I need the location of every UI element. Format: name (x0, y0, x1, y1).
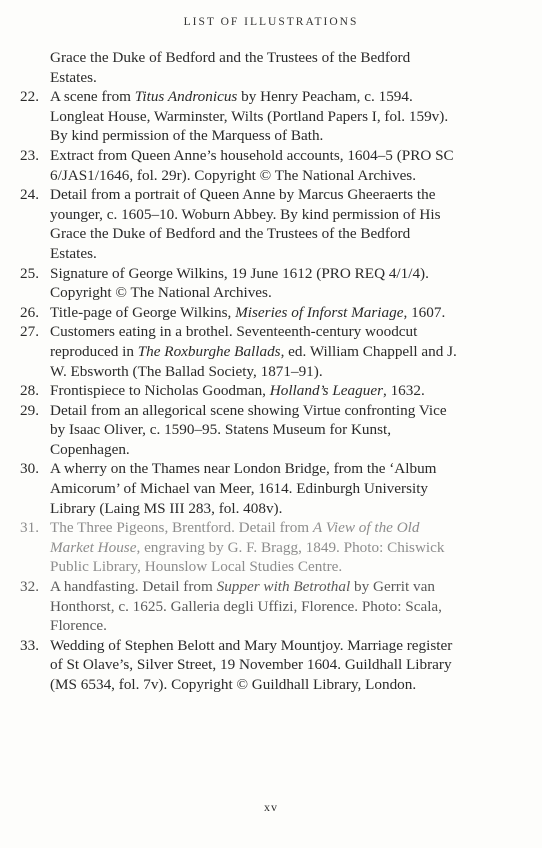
illustration-list (20, 48, 460, 695)
item-text-tail: , 1632. (382, 382, 425, 400)
list-item (20, 87, 460, 146)
item-text: A handfasting. Detail from (50, 578, 217, 596)
list-item (20, 636, 460, 695)
item-number: 23. (20, 146, 39, 164)
item-text-tail: by Henry Peacham, c. 1594. Longleat House, Warminster, Wilts (Portland Papers I, fol. 159v). By kind permission of the Marquess of Bath. (50, 88, 449, 145)
item-text: A wherry on the Thames near London Bridge, from the ‘Album Amicorum’ of Michael van Meer, 1614. Edinburgh University Library (Laing MS III 283, fol. 408v). (50, 460, 437, 517)
item-text: Detail from an allegorical scene showing Virtue confronting Vice by Isaac Oliver, c. 1590–95. Statens Museum for Kunst, Copenhagen. (50, 401, 447, 458)
item-text: Signature of George Wilkins, 19 June 1612 (PRO REQ 4/1/4). Copyright © The National Archives. (50, 264, 429, 302)
list-item (20, 303, 460, 323)
list-item (20, 401, 460, 460)
item-title: Titus Andronicus (134, 88, 238, 106)
item-number: 32. (20, 578, 39, 596)
item-number: 25. (20, 264, 39, 282)
item-number: 22. (20, 88, 39, 106)
list-item (20, 459, 460, 518)
item-text: Wedding of Stephen Belott and Mary Mountjoy. Marriage register of St Olave’s, Silver Street, 19 November 1604. Guildhall Library (MS 6534, fol. 7v). Copyright © Guildhall Library, London. (50, 636, 453, 693)
item-text-tail: , ed. William Chappell and J. W. Ebsworth (The Ballad Society, 1871–91). (50, 342, 457, 380)
item-text: The Three Pigeons, Brentford. Detail from (50, 519, 313, 537)
item-number: 29. (20, 401, 39, 419)
item-text: Customers eating in a brothel. Seventeenth-century woodcut reproduced in (50, 323, 418, 360)
item-text-tail: , engraving by G. F. Bragg, 1849. Photo: Chiswick Public Library, Hounslow Local Studies Centre. (50, 538, 445, 576)
page-number: xv (264, 800, 278, 814)
item-number: 31. (20, 519, 39, 537)
continuation-text (20, 48, 460, 87)
item-title: The Roxburghe Ballads (137, 342, 281, 360)
item-number: 28. (20, 382, 39, 400)
list-item (20, 518, 460, 577)
list-item (20, 185, 460, 263)
list-item (20, 264, 460, 303)
item-number: 33. (20, 636, 39, 654)
item-text: Extract from Queen Anne’s household accounts, 1604–5 (PRO SC 6/JAS1/1646, fol. 29r). Copyright © The National Archives. (50, 146, 454, 184)
item-text: Detail from a portrait of Queen Anne by Marcus Gheeraerts the younger, c. 1605–10. Woburn Abbey. By kind permission of His Grace the Duke of Bedford and the Trustees of the Bedford Estates. (50, 186, 441, 262)
item-title: Supper with Betrothal (216, 578, 351, 596)
running-head: LIST OF ILLUSTRATIONS (183, 16, 359, 28)
list-item (20, 146, 460, 185)
item-text-tail: by Gerrit van Honthorst, c. 1625. Galleria degli Uffizi, Florence. Photo: Scala, Florence. (50, 578, 442, 635)
item-text: Title-page of George Wilkins, (50, 303, 236, 321)
item-number: 24. (20, 186, 39, 204)
item-number: 27. (20, 323, 39, 341)
list-item (20, 381, 460, 401)
item-number: 30. (20, 460, 39, 478)
item-title: A View of the Old Market House (50, 519, 420, 556)
item-text: A scene from (50, 88, 135, 106)
item-title: Miseries of Inforst Mariage (235, 303, 404, 321)
list-item (20, 322, 460, 381)
item-title: Holland’s Leaguer (269, 382, 383, 400)
list-item (20, 577, 460, 636)
item-text: Frontispiece to Nicholas Goodman, (50, 382, 270, 400)
item-number: 26. (20, 303, 39, 321)
item-text-tail: , 1607. (403, 303, 446, 321)
continuation-line: Grace the Duke of Bedford and the Trustees of the Bedford Estates. (50, 49, 411, 86)
